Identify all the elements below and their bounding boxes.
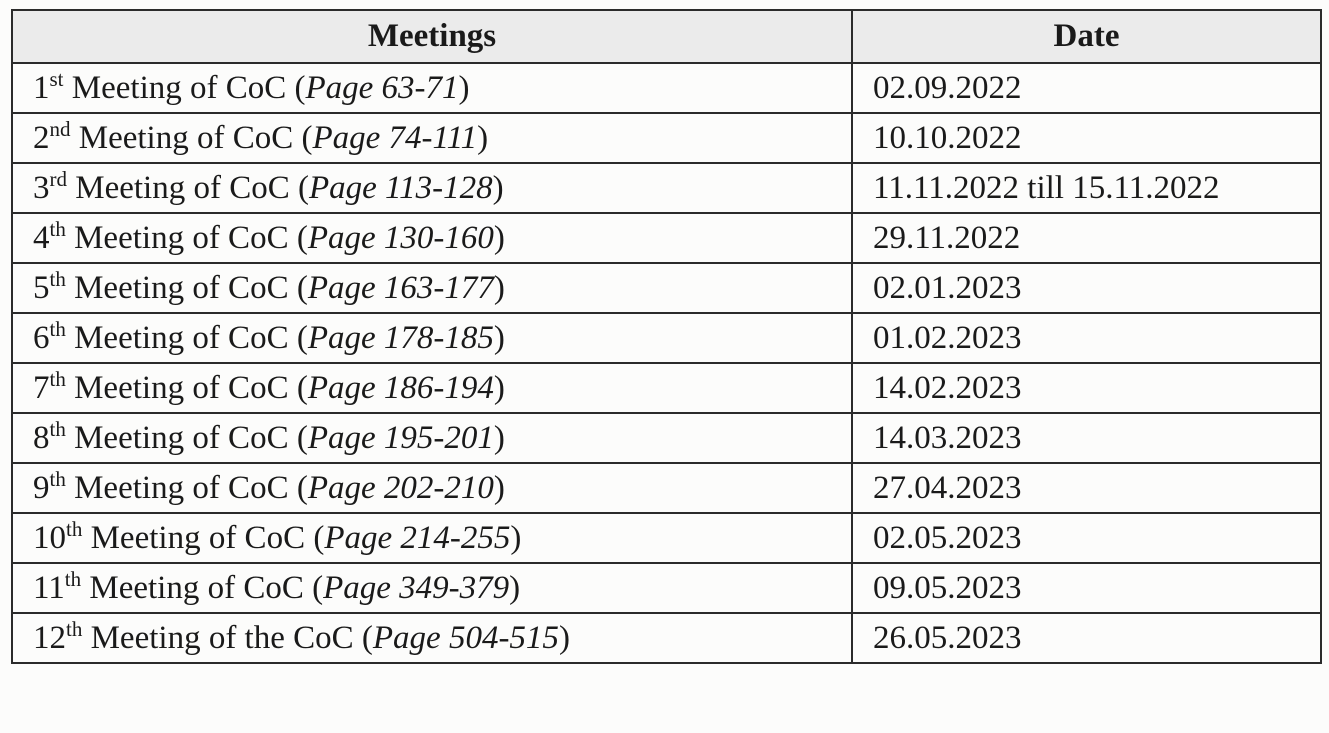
date-cell: 29.11.2022 — [852, 213, 1321, 263]
date-cell: 14.03.2023 — [852, 413, 1321, 463]
table-row — [12, 613, 1321, 663]
date-cell: 14.02.2023 — [852, 363, 1321, 413]
meeting-cell — [12, 413, 852, 463]
meeting-title: Meeting of CoC ( — [74, 419, 308, 456]
table-row — [12, 463, 1321, 513]
page-range: Page 74-111 — [312, 119, 478, 156]
table-row — [12, 263, 1321, 313]
ordinal-suffix: th — [66, 616, 83, 641]
meeting-number: 7 — [33, 369, 50, 406]
ordinal-suffix: th — [49, 316, 66, 341]
meeting-title: Meeting of CoC ( — [90, 519, 325, 556]
meeting-cell — [12, 113, 852, 163]
meeting-cell — [12, 163, 852, 213]
meeting-number: 3 — [33, 169, 50, 206]
ordinal-suffix: th — [49, 366, 66, 391]
ordinal-suffix: rd — [49, 166, 67, 191]
page-range: Page 130-160 — [307, 219, 494, 256]
meeting-title: Meeting of CoC ( — [74, 269, 308, 306]
meeting-number: 5 — [33, 269, 50, 306]
closing-paren: ) — [477, 119, 489, 156]
meeting-title: Meeting of the CoC ( — [90, 619, 373, 656]
ordinal-suffix: th — [66, 516, 83, 541]
meeting-title: Meeting of CoC ( — [89, 569, 324, 606]
meeting-number: 1 — [33, 69, 50, 106]
meeting-cell — [12, 263, 852, 313]
closing-paren: ) — [492, 169, 504, 206]
meeting-number: 8 — [33, 419, 50, 456]
date-cell: 02.09.2022 — [852, 63, 1321, 113]
ordinal-suffix: th — [64, 566, 82, 591]
closing-paren: ) — [509, 569, 521, 606]
closing-paren: ) — [510, 519, 522, 556]
closing-paren: ) — [493, 469, 505, 506]
table-row — [12, 113, 1321, 163]
column-header-meetings: Meetings — [12, 10, 852, 63]
meeting-cell — [12, 363, 852, 413]
date-cell: 11.11.2022 till 15.11.2022 — [852, 163, 1321, 213]
ordinal-suffix: th — [49, 216, 66, 241]
closing-paren: ) — [558, 619, 570, 656]
page-range: Page 195-201 — [307, 419, 494, 456]
page-range: Page 202-210 — [307, 469, 494, 506]
date-cell: 02.01.2023 — [852, 263, 1321, 313]
meeting-cell — [12, 313, 852, 363]
date-cell: 09.05.2023 — [852, 563, 1321, 613]
ordinal-suffix: th — [49, 416, 66, 441]
page-range: Page 163-177 — [307, 269, 494, 306]
meeting-title: Meeting of CoC ( — [71, 69, 306, 106]
meeting-cell — [12, 513, 852, 563]
table-row — [12, 163, 1321, 213]
closing-paren: ) — [493, 269, 505, 306]
date-cell: 02.05.2023 — [852, 513, 1321, 563]
table-row — [12, 213, 1321, 263]
meeting-cell — [12, 63, 852, 113]
page-range: Page 178-185 — [307, 319, 494, 356]
meeting-title: Meeting of CoC ( — [74, 469, 308, 506]
closing-paren: ) — [493, 319, 505, 356]
table-row — [12, 563, 1321, 613]
date-cell: 01.02.2023 — [852, 313, 1321, 363]
meeting-number: 2 — [33, 119, 50, 156]
closing-paren: ) — [493, 369, 505, 406]
meeting-title: Meeting of CoC ( — [74, 369, 308, 406]
ordinal-suffix: th — [49, 466, 66, 491]
meeting-cell — [12, 613, 852, 663]
column-header-date: Date — [852, 10, 1321, 63]
date-cell: 10.10.2022 — [852, 113, 1321, 163]
meeting-number: 4 — [33, 219, 50, 256]
page-range: Page 63-71 — [305, 69, 459, 106]
page-range: Page 113-128 — [308, 169, 493, 206]
meeting-number: 10 — [33, 519, 66, 556]
header-row — [12, 10, 1321, 63]
meetings-table — [11, 9, 1322, 664]
closing-paren: ) — [493, 219, 505, 256]
ordinal-suffix: st — [49, 66, 64, 91]
ordinal-suffix: th — [49, 266, 66, 291]
closing-paren: ) — [493, 419, 505, 456]
ordinal-suffix: nd — [49, 116, 71, 141]
page-range: Page 186-194 — [307, 369, 494, 406]
page-range: Page 349-379 — [323, 569, 510, 606]
table-row — [12, 513, 1321, 563]
table-row — [12, 63, 1321, 113]
meeting-number: 11 — [33, 569, 65, 606]
meeting-title: Meeting of CoC ( — [74, 219, 308, 256]
meeting-title: Meeting of CoC ( — [75, 169, 309, 206]
meeting-cell — [12, 213, 852, 263]
table-row — [12, 313, 1321, 363]
meeting-cell — [12, 563, 852, 613]
meeting-cell — [12, 463, 852, 513]
table-row — [12, 363, 1321, 413]
date-cell: 26.05.2023 — [852, 613, 1321, 663]
date-cell: 27.04.2023 — [852, 463, 1321, 513]
meeting-title: Meeting of CoC ( — [78, 119, 313, 156]
meeting-title: Meeting of CoC ( — [74, 319, 308, 356]
page-range: Page 504-515 — [372, 619, 559, 656]
meeting-number: 12 — [33, 619, 66, 656]
meeting-number: 6 — [33, 319, 50, 356]
page-range: Page 214-255 — [324, 519, 511, 556]
closing-paren: ) — [458, 69, 470, 106]
meeting-number: 9 — [33, 469, 50, 506]
table-row — [12, 413, 1321, 463]
